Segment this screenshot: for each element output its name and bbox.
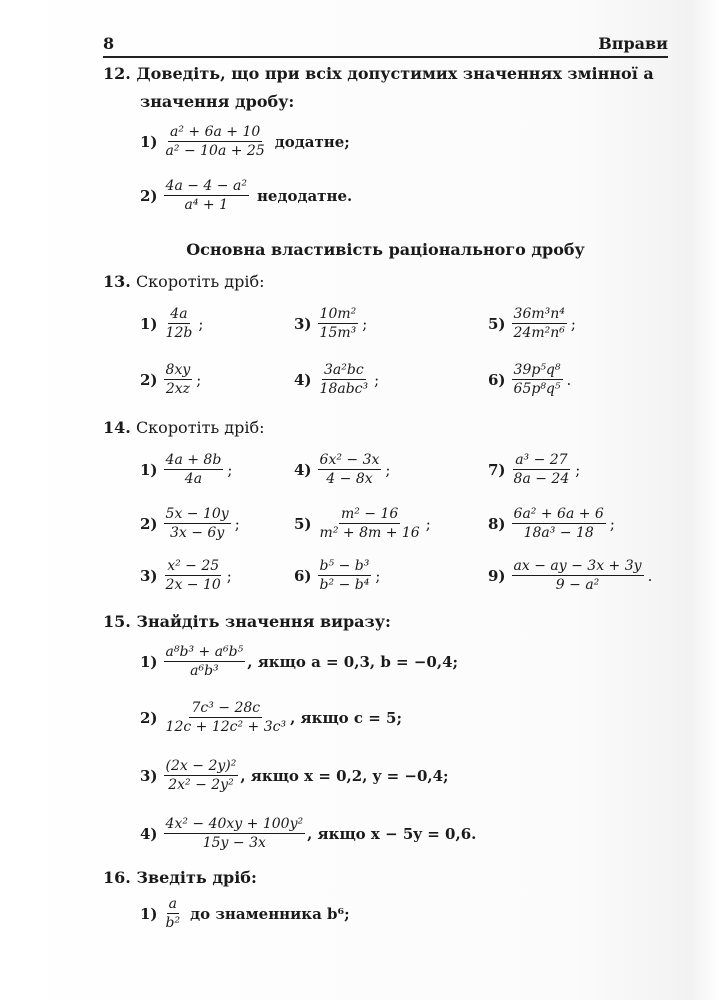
numerator: 4x² − 40xy + 100y² [165,816,304,832]
numerator: 8xy [165,362,191,378]
punctuation: ; [575,460,581,479]
denominator: 18abc³ [319,381,369,397]
exercise-14-item-2 [140,506,240,541]
numerator: (2x − 2y)² [165,758,237,774]
exercise-15-item-3 [140,758,449,793]
denominator: 4 − 8x [326,471,373,487]
exercise-14-item-7 [488,452,580,487]
numerator: x² − 25 [167,558,220,574]
numerator: 7c³ − 28c [191,700,261,716]
denominator: a⁴ + 1 [184,197,228,213]
page-number: 8 [103,34,115,53]
numerator: m² − 16 [340,506,399,522]
numerator: a [168,896,178,912]
denominator: 2x² − 2y² [168,777,234,793]
punctuation: ; [375,566,381,585]
item-number: 9) [488,566,506,585]
exercise-14-item-3 [140,558,232,593]
fraction [164,506,231,541]
fraction [512,306,567,341]
item-number: 4) [294,370,312,389]
page-header [103,34,668,58]
numerator: a² + 6a + 10 [170,124,261,140]
exercise-14-item-6 [294,558,380,593]
denominator: 2xz [165,381,190,397]
item-number: 4) [294,460,312,479]
item-number: 3) [140,766,158,785]
punctuation: ; [234,514,240,533]
item-number: 1) [140,132,158,151]
item-number: 8) [488,514,506,533]
item-condition: , якщо x = 0,2, y = −0,4; [240,766,449,785]
exercise-15-item-1 [140,644,458,679]
exercise-15-item-4 [140,816,476,851]
numerator: 36m³n⁴ [513,306,565,322]
numerator: 5x − 10y [165,506,229,522]
section-name: Вправи [598,34,668,53]
item-condition: , якщо c = 5; [290,708,403,727]
denominator: a⁶b³ [190,663,219,679]
fraction [164,558,223,593]
fraction [318,306,359,341]
exercise-13-heading [103,272,265,291]
fraction [512,452,572,487]
denominator: b² [165,915,181,931]
section-title: Основна властивість раціонального дробу [186,240,585,259]
exercise-label: 16. [103,868,131,887]
denominator: 15y − 3x [202,835,266,851]
exercise-13-item-2 [140,362,201,397]
fraction [164,124,267,159]
exercise-14-heading [103,418,265,437]
fraction [512,506,606,541]
numerator: 3a²bc [324,362,364,378]
exercise-text: Знайдіть значення виразу: [136,612,391,631]
exercise-13-item-6 [488,362,571,397]
fraction [164,896,183,931]
item-condition: додатне; [274,132,350,151]
denominator: m² + 8m + 16 [319,525,420,541]
item-number: 3) [140,566,158,585]
exercise-14-item-5 [294,506,431,541]
fraction [164,758,239,793]
punctuation: ; [227,460,233,479]
exercise-13-item-1 [140,306,203,341]
exercise-13-item-4 [294,362,379,397]
item-number: 1) [140,460,158,479]
fraction [164,700,289,735]
fraction [318,362,371,397]
exercise-13-item-3 [294,306,367,341]
exercise-text: Доведіть, що при всіх допустимих значеннях змінної a [136,64,654,83]
exercise-14-item-1 [140,452,232,487]
punctuation: . [566,370,572,389]
exercise-14-item-4 [294,452,390,487]
denominator: b² − b⁴ [319,577,370,593]
fraction [512,558,644,593]
denominator: 4a [184,471,203,487]
punctuation: ; [385,460,391,479]
numerator: 39p⁵q⁸ [513,362,561,378]
item-number: 2) [140,370,158,389]
fraction [164,178,249,213]
numerator: 10m² [319,306,357,322]
item-number: 1) [140,652,158,671]
denominator: 2x − 10 [165,577,221,593]
numerator: a⁸b³ + a⁶b⁵ [165,644,244,660]
punctuation: ; [570,314,576,333]
punctuation: ; [226,566,232,585]
numerator: 4a [170,306,188,322]
exercise-15-heading [103,612,391,631]
exercise-15-item-2 [140,700,402,735]
item-number: 6) [488,370,506,389]
item-number: 4) [140,824,158,843]
punctuation: ; [362,314,368,333]
exercise-text: Зведіть дріб: [136,868,257,887]
exercise-16-item-1 [140,896,350,931]
fraction [164,362,193,397]
exercise-label: 12. [103,64,131,83]
fraction [164,644,246,679]
item-number: 2) [140,186,158,205]
exercise-12-text-2: значення дробу: [140,92,295,111]
denominator: 9 − a² [555,577,600,593]
numerator: 6x² − 3x [319,452,380,468]
exercise-16-heading [103,868,257,887]
punctuation: . [647,566,653,585]
item-condition: , якщо a = 0,3, b = −0,4; [247,652,459,671]
item-number: 3) [294,314,312,333]
punctuation: ; [198,314,204,333]
denominator: 8a − 24 [513,471,570,487]
item-number: 6) [294,566,312,585]
denominator: a² − 10a + 25 [165,143,265,159]
denominator: 65p⁸q⁵ [513,381,561,397]
exercise-text: Скоротіть дріб: [135,418,265,437]
denominator: 24m²n⁶ [513,325,565,341]
fraction [164,816,306,851]
exercise-13-item-5 [488,306,576,341]
punctuation: ; [425,514,431,533]
fraction [512,362,563,397]
numerator: ax − ay − 3x + 3y [513,558,642,574]
numerator: 4a − 4 − a² [165,178,247,194]
exercise-12-item-2 [140,178,352,213]
numerator: 6a² + 6a + 6 [513,506,604,522]
exercise-14-item-9 [488,558,652,593]
item-number: 5) [488,314,506,333]
fraction [164,306,195,341]
denominator: 18a³ − 18 [523,525,594,541]
punctuation: ; [374,370,380,389]
numerator: a³ − 27 [515,452,568,468]
punctuation: ; [609,514,615,533]
denominator: 12b [165,325,193,341]
exercise-label: 15. [103,612,131,631]
item-condition: до знаменника b⁶; [190,904,350,923]
item-number: 1) [140,904,158,923]
denominator: 15m³ [319,325,357,341]
item-condition: недодатне. [256,186,353,205]
denominator: 3x − 6y [170,525,225,541]
exercise-12-item-1 [140,124,350,159]
item-number: 5) [294,514,312,533]
denominator: 12c + 12c² + 3c³ [165,719,287,735]
item-number: 7) [488,460,506,479]
exercise-label: 14. [103,418,131,437]
item-number: 2) [140,514,158,533]
exercise-14-item-8 [488,506,615,541]
exercise-text: Скоротіть дріб: [135,272,265,291]
numerator: 4a + 8b [165,452,222,468]
numerator: b⁵ − b³ [319,558,370,574]
exercise-label: 13. [103,272,131,291]
fraction [318,558,372,593]
item-number: 2) [140,708,158,727]
fraction [318,506,422,541]
exercise-12-heading [103,64,654,83]
punctuation: ; [196,370,202,389]
fraction [164,452,224,487]
fraction [318,452,382,487]
item-condition: , якщо x − 5y = 0,6. [307,824,477,843]
item-number: 1) [140,314,158,333]
